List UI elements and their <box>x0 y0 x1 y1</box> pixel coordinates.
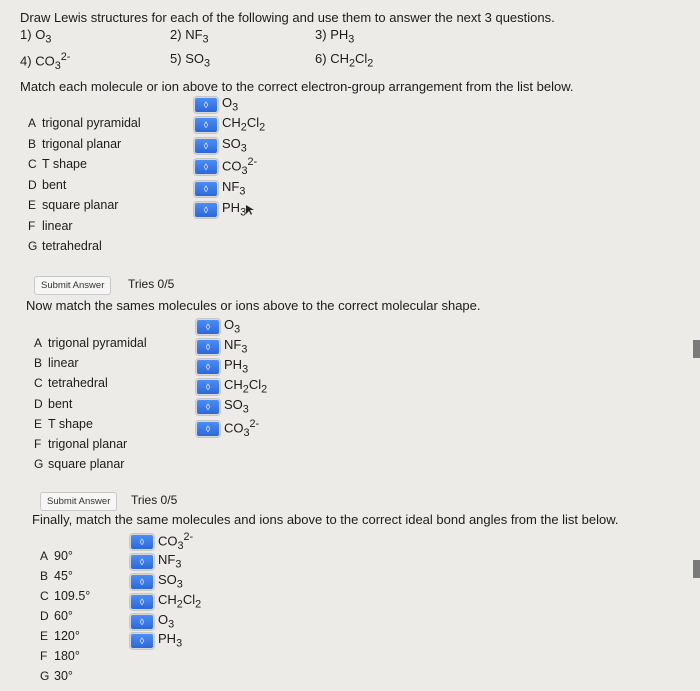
select-arrows-icon[interactable]: ◊ <box>194 159 218 175</box>
q1-select-o3[interactable] <box>194 96 238 113</box>
q1-select-ch2cl2[interactable] <box>194 116 265 133</box>
select-arrows-icon[interactable]: ◊ <box>196 319 220 335</box>
select-arrows-icon[interactable]: ◊ <box>194 181 218 197</box>
q3-item-label: $NF_3$ <box>158 552 182 571</box>
q1-item-label: $SO_3$ <box>222 136 247 155</box>
q1-select-nf3[interactable] <box>194 180 245 197</box>
select-arrows-icon[interactable]: ◊ <box>130 574 154 590</box>
cursor-icon <box>244 204 256 216</box>
q2-item-label: $CO_3^{2-}$ <box>224 418 260 439</box>
q1-select-so3[interactable] <box>194 137 247 154</box>
edge-mark <box>693 340 700 358</box>
q1-submit-button[interactable]: Submit Answer <box>34 276 111 295</box>
q3-option: C 109.5° <box>40 589 91 603</box>
q1-tries: Tries 0/5 <box>128 277 175 291</box>
q2-select-co3[interactable] <box>196 420 259 437</box>
select-arrows-icon[interactable]: ◊ <box>130 534 154 550</box>
q3-option: B 45° <box>40 569 73 583</box>
q2-option: C tetrahedral <box>34 376 108 391</box>
select-arrows-icon[interactable]: ◊ <box>130 633 154 649</box>
q2-item-label: $SO_3$ <box>224 397 249 416</box>
q2-select-ph3[interactable] <box>196 358 248 375</box>
q2-option: A trigonal pyramidal <box>34 336 147 350</box>
select-arrows-icon[interactable]: ◊ <box>196 379 220 395</box>
select-arrows-icon[interactable]: ◊ <box>194 138 218 154</box>
q1-item-label: $O_3$ <box>222 95 239 114</box>
intro-instruction: Draw Lewis structures for each of the following and use them to answer the next 3 questions. <box>20 10 555 25</box>
q2-option: G square planar <box>34 457 125 472</box>
q2-option: F trigonal planar <box>34 437 128 452</box>
q2-option: D bent <box>34 396 73 411</box>
q2-submit-button[interactable]: Submit Answer <box>40 492 117 511</box>
q2-item-label: $PH_3$ <box>224 357 249 376</box>
q2-select-nf3[interactable] <box>196 338 247 355</box>
select-arrows-icon[interactable]: ◊ <box>196 339 220 355</box>
q3-item-label: $O_3$ <box>158 612 175 631</box>
q3-select-ch2cl2[interactable] <box>130 593 201 610</box>
q3-select-so3[interactable] <box>130 573 183 590</box>
q3-option: E 120° <box>40 629 80 643</box>
select-arrows-icon[interactable]: ◊ <box>196 399 220 415</box>
q1-select-co3[interactable] <box>194 158 257 175</box>
select-arrows-icon[interactable]: ◊ <box>194 117 218 133</box>
q1-option: D bent <box>28 177 67 192</box>
q1-prompt: Match each molecule or ion above to the correct electron-group arrangement from the list below. <box>20 79 574 94</box>
q2-select-o3[interactable] <box>196 318 240 335</box>
q3-prompt: Finally, match the same molecules and ions above to the correct ideal bond angles from the list below. <box>32 512 619 527</box>
q1-option: C T shape <box>28 157 87 171</box>
q3-select-o3[interactable] <box>130 613 174 630</box>
q1-item-label: $CO_3^{2-}$ <box>222 156 258 177</box>
q3-item-label: $SO_3$ <box>158 572 183 591</box>
q2-item-label: $NF_3$ <box>224 337 248 356</box>
q3-option: F 180° <box>40 649 80 663</box>
q3-item-label: $CH_2Cl_2$ <box>158 592 202 611</box>
select-arrows-icon[interactable]: ◊ <box>196 421 220 437</box>
q3-select-co3[interactable] <box>130 533 193 550</box>
molecule-5: 5) $SO_3$ <box>170 51 211 70</box>
q3-item-label: $PH_3$ <box>158 631 183 650</box>
q1-item-label: $NF_3$ <box>222 179 246 198</box>
q3-select-ph3[interactable] <box>130 632 182 649</box>
select-arrows-icon[interactable]: ◊ <box>130 594 154 610</box>
q3-select-nf3[interactable] <box>130 553 181 570</box>
q2-select-ch2cl2[interactable] <box>196 378 267 395</box>
select-arrows-icon[interactable]: ◊ <box>130 614 154 630</box>
q2-prompt: Now match the sames molecules or ions above to the correct molecular shape. <box>26 298 481 313</box>
q3-option: G 30° <box>40 669 73 683</box>
q1-option: F linear <box>28 218 73 233</box>
q3-options <box>40 546 90 686</box>
q1-item-label: $PH_3$ <box>222 200 247 219</box>
select-arrows-icon[interactable]: ◊ <box>194 97 218 113</box>
select-arrows-icon[interactable]: ◊ <box>196 359 220 375</box>
molecule-4: 4) $CO_3^{2-}$ <box>20 51 71 72</box>
q3-item-label: $CO_3^{2-}$ <box>158 531 194 552</box>
q1-option: E square planar <box>28 198 119 212</box>
q1-options <box>28 113 141 257</box>
edge-mark <box>693 560 700 578</box>
select-arrows-icon[interactable]: ◊ <box>130 554 154 570</box>
q3-option: D 60° <box>40 609 73 623</box>
q3-option: A 90° <box>40 549 73 563</box>
q2-options <box>34 333 147 474</box>
molecule-6: 6) $CH_2Cl_2$ <box>315 51 374 70</box>
q2-option: B linear <box>34 356 79 371</box>
molecule-2: 2) $NF_3$ <box>170 27 209 46</box>
q1-item-label: $CH_2Cl_2$ <box>222 115 266 134</box>
q1-option: G tetrahedral <box>28 239 102 253</box>
q1-option: B trigonal planar <box>28 136 122 151</box>
q2-option: E T shape <box>34 416 93 431</box>
q2-item-label: $CH_2Cl_2$ <box>224 377 268 396</box>
q2-tries: Tries 0/5 <box>131 493 178 507</box>
select-arrows-icon[interactable]: ◊ <box>194 202 218 218</box>
q1-option: A trigonal pyramidal <box>28 116 141 130</box>
q2-select-so3[interactable] <box>196 398 249 415</box>
molecule-1: 1) $O_3$ <box>20 27 52 46</box>
q2-item-label: $O_3$ <box>224 317 241 336</box>
molecule-3: 3) $PH_3$ <box>315 27 355 46</box>
q1-select-ph3[interactable] <box>194 201 256 218</box>
